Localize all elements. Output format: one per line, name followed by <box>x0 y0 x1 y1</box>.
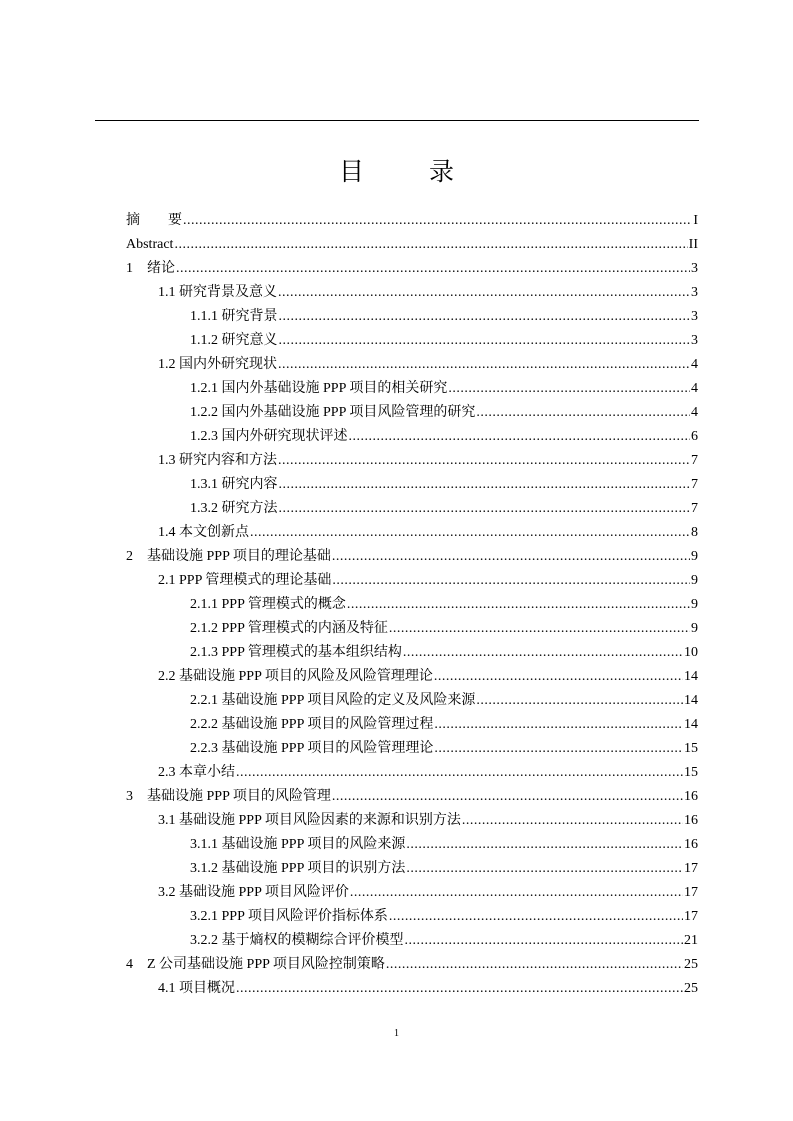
toc-entry[interactable] <box>126 329 698 353</box>
toc-leader-dots <box>476 689 683 713</box>
toc-leader-dots <box>386 953 683 977</box>
toc-leader-dots <box>434 737 683 761</box>
toc-entry-page: 15 <box>684 741 698 756</box>
toc-entry-label: 2.2.1 基础设施 PPP 项目风险的定义及风险来源 <box>190 693 476 708</box>
toc-entry[interactable] <box>126 425 698 449</box>
toc-entry-page: 25 <box>684 957 698 972</box>
toc-entry[interactable] <box>126 977 698 1001</box>
toc-entry-label: 1.3.2 研究方法 <box>190 501 278 516</box>
toc-leader-dots <box>389 617 690 641</box>
toc-entry-label: 3.2 基础设施 PPP 项目风险评价 <box>158 885 349 900</box>
toc-entry-page: 17 <box>684 885 698 900</box>
toc-entry[interactable] <box>126 737 698 761</box>
toc-entry-label: 1.1.1 研究背景 <box>190 309 278 324</box>
toc-entry-page: 7 <box>691 477 698 492</box>
toc-entry[interactable] <box>126 209 698 233</box>
toc-entry-page: 4 <box>691 357 698 372</box>
toc-entry-page: 9 <box>691 549 698 564</box>
toc-leader-dots <box>448 377 690 401</box>
toc-entry-label: 2.2.3 基础设施 PPP 项目的风险管理理论 <box>190 741 434 756</box>
toc-entry-label: 2.1 PPP 管理模式的理论基础 <box>158 573 332 588</box>
toc-entry-page: II <box>688 237 698 252</box>
toc-entry-label: 2.2.2 基础设施 PPP 项目的风险管理过程 <box>190 717 434 732</box>
toc-leader-dots <box>279 305 691 329</box>
toc-entry-label: 1.2.3 国内外研究现状评述 <box>190 429 348 444</box>
toc-entry-label: 1.3.1 研究内容 <box>190 477 278 492</box>
toc-entry-page: 3 <box>691 261 698 276</box>
toc-entry-page: 9 <box>691 621 698 636</box>
toc-leader-dots <box>250 521 690 545</box>
toc-entry[interactable] <box>126 905 698 929</box>
toc-entry-label: 2 基础设施 PPP 项目的理论基础 <box>126 549 331 564</box>
toc-entry-page: 10 <box>684 645 698 660</box>
toc-entry-page: 17 <box>684 861 698 876</box>
toc-entry-page: 16 <box>684 813 698 828</box>
toc-entry-label: 3.2.2 基于熵权的模糊综合评价模型 <box>190 933 404 948</box>
toc-entry[interactable] <box>126 305 698 329</box>
toc-leader-dots <box>278 449 690 473</box>
toc-entry[interactable] <box>126 809 698 833</box>
toc-entry-label: 1.1 研究背景及意义 <box>158 285 277 300</box>
toc-leader-dots <box>349 425 691 449</box>
toc-entry-label: 2.1.2 PPP 管理模式的内涵及特征 <box>190 621 388 636</box>
toc-entry[interactable] <box>126 473 698 497</box>
toc-entry-page: 9 <box>691 573 698 588</box>
toc-entry-label: 1.3 研究内容和方法 <box>158 453 277 468</box>
toc-entry[interactable] <box>126 881 698 905</box>
toc-leader-dots <box>476 401 690 425</box>
toc-entry-page: 3 <box>691 309 698 324</box>
toc-entry[interactable] <box>126 401 698 425</box>
toc-entry-page: 7 <box>691 501 698 516</box>
toc-entry-page: 4 <box>691 381 698 396</box>
toc-entry-page: 3 <box>691 333 698 348</box>
toc-leader-dots <box>350 881 683 905</box>
toc-entry[interactable] <box>126 953 698 977</box>
toc-entry[interactable] <box>126 929 698 953</box>
toc-leader-dots <box>405 929 684 953</box>
toc-entry-page: 15 <box>684 765 698 780</box>
toc-entry-label: 1.1.2 研究意义 <box>190 333 278 348</box>
toc-entry-page: 3 <box>691 285 698 300</box>
table-of-contents <box>126 209 698 1001</box>
toc-entry-page: 14 <box>684 669 698 684</box>
toc-entry[interactable] <box>126 233 698 257</box>
toc-entry-label: 1 绪论 <box>126 261 175 276</box>
toc-entry-label: 2.2 基础设施 PPP 项目的风险及风险管理理论 <box>158 669 433 684</box>
toc-leader-dots <box>389 905 683 929</box>
toc-leader-dots <box>332 545 690 569</box>
toc-entry-page: 14 <box>684 693 698 708</box>
toc-entry[interactable] <box>126 497 698 521</box>
toc-entry[interactable] <box>126 545 698 569</box>
toc-leader-dots <box>279 473 691 497</box>
toc-leader-dots <box>279 329 691 353</box>
toc-entry-page: 9 <box>691 597 698 612</box>
toc-entry-label: Abstract <box>126 237 174 252</box>
toc-leader-dots <box>183 209 692 233</box>
page-title: 目 录 <box>338 157 474 186</box>
toc-entry-page: 16 <box>684 837 698 852</box>
toc-leader-dots <box>406 857 683 881</box>
toc-entry[interactable] <box>126 569 698 593</box>
toc-entry[interactable] <box>126 257 698 281</box>
toc-leader-dots <box>176 257 690 281</box>
toc-leader-dots <box>278 281 690 305</box>
toc-entry-page: 7 <box>691 453 698 468</box>
toc-entry-label: 4 Z 公司基础设施 PPP 项目风险控制策略 <box>126 957 385 972</box>
toc-leader-dots <box>332 785 683 809</box>
toc-entry[interactable] <box>126 593 698 617</box>
toc-leader-dots <box>462 809 683 833</box>
toc-entry-label: 2.3 本章小结 <box>158 765 235 780</box>
toc-leader-dots <box>278 353 690 377</box>
toc-entry-label: 3 基础设施 PPP 项目的风险管理 <box>126 789 331 804</box>
toc-entry-label: 4.1 项目概况 <box>158 981 235 996</box>
toc-entry-label: 1.4 本文创新点 <box>158 525 249 540</box>
toc-entry-page: 8 <box>691 525 698 540</box>
toc-entry-label: 2.1.3 PPP 管理模式的基本组织结构 <box>190 645 402 660</box>
toc-entry[interactable] <box>126 857 698 881</box>
toc-leader-dots <box>403 641 683 665</box>
toc-entry[interactable] <box>126 833 698 857</box>
toc-leader-dots <box>434 665 683 689</box>
toc-leader-dots <box>434 713 683 737</box>
toc-entry-label: 3.1.2 基础设施 PPP 项目的识别方法 <box>190 861 406 876</box>
toc-entry[interactable] <box>126 449 698 473</box>
toc-leader-dots <box>174 233 687 257</box>
toc-entry[interactable] <box>126 377 698 401</box>
toc-entry[interactable] <box>126 761 698 785</box>
toc-entry[interactable] <box>126 641 698 665</box>
toc-leader-dots <box>406 833 683 857</box>
toc-entry-label: 1.2.1 国内外基础设施 PPP 项目的相关研究 <box>190 381 448 396</box>
toc-leader-dots <box>347 593 690 617</box>
toc-entry-page: 25 <box>684 981 698 996</box>
toc-entry-page: 21 <box>684 933 698 948</box>
toc-entry[interactable] <box>126 713 698 737</box>
toc-entry-label: 3.1.1 基础设施 PPP 项目的风险来源 <box>190 837 406 852</box>
toc-leader-dots <box>236 977 683 1001</box>
toc-entry-page: 14 <box>684 717 698 732</box>
toc-entry-page: 4 <box>691 405 698 420</box>
toc-entry-label: 1.2 国内外研究现状 <box>158 357 277 372</box>
toc-entry[interactable] <box>126 617 698 641</box>
toc-entry[interactable] <box>126 665 698 689</box>
toc-entry-page: 17 <box>684 909 698 924</box>
toc-entry[interactable] <box>126 521 698 545</box>
toc-entry-page: 16 <box>684 789 698 804</box>
toc-leader-dots <box>236 761 683 785</box>
toc-entry-label: 1.2.2 国内外基础设施 PPP 项目风险管理的研究 <box>190 405 476 420</box>
toc-entry-label: 2.1.1 PPP 管理模式的概念 <box>190 597 346 612</box>
toc-entry[interactable] <box>126 785 698 809</box>
page-number: 1 <box>394 1028 399 1039</box>
header-rule <box>95 120 699 121</box>
toc-leader-dots <box>279 497 691 521</box>
toc-entry[interactable] <box>126 689 698 713</box>
toc-entry[interactable] <box>126 353 698 377</box>
toc-entry-label: 3.1 基础设施 PPP 项目风险因素的来源和识别方法 <box>158 813 461 828</box>
toc-entry-label: 摘 要 <box>126 213 182 228</box>
toc-leader-dots <box>332 569 690 593</box>
toc-entry-page: 6 <box>691 429 698 444</box>
toc-entry-label: 3.2.1 PPP 项目风险评价指标体系 <box>190 909 388 924</box>
toc-entry-page: I <box>693 213 698 228</box>
toc-entry[interactable] <box>126 281 698 305</box>
